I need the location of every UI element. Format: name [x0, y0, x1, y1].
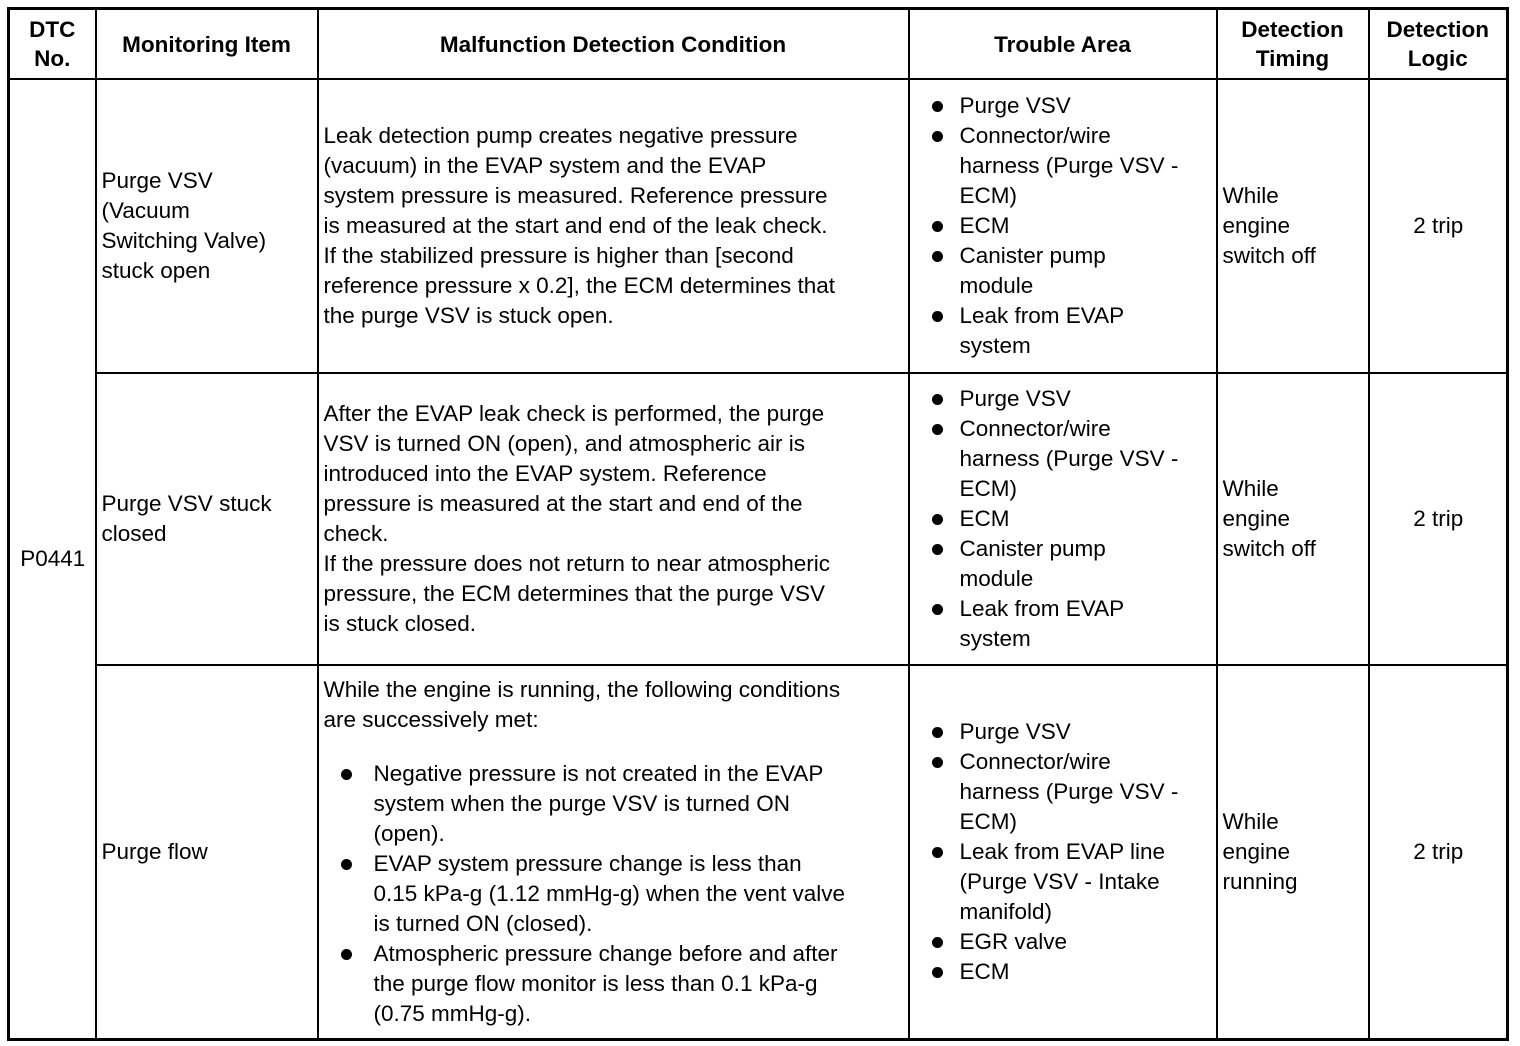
list-item: Leak from EVAP line (Purge VSV - Intake manifold): [910, 837, 1212, 927]
trouble-area-list: [910, 717, 1212, 987]
header-dtc-no: DTC No.: [9, 9, 96, 80]
list-item: Connector/wire harness (Purge VSV - ECM): [910, 121, 1212, 211]
list-item: Connector/wire harness (Purge VSV - ECM): [910, 414, 1212, 504]
trouble-area: [909, 79, 1217, 373]
malfunction-condition: While the engine is running, the following conditions are successively met: Negative pressure is not created in the EVAP system when the purge VSV is turned ON (open). EVAP system pressure change is less than 0.15 kPa-g (1.12 mmHg-g) when the vent valve is turned ON (closed). Atmospheric pressure change before and after the purge flow monitor is less than 0.1 kPa-g (0.75 mmHg-g).: [318, 665, 909, 1039]
detection-logic: 2 trip: [1369, 373, 1508, 665]
trouble-area: [909, 373, 1217, 665]
list-item: Negative pressure is not created in the EVAP system when the purge VSV is turned ON (open).: [324, 759, 904, 849]
list-item: Purge VSV: [910, 91, 1212, 121]
header-detection-logic: Detection Logic: [1369, 9, 1508, 80]
list-item: Leak from EVAP system: [910, 594, 1212, 654]
list-item: Purge VSV: [910, 717, 1212, 747]
header-detection-timing: Detection Timing: [1217, 9, 1369, 80]
list-item: ECM: [910, 504, 1212, 534]
header-trouble-area: Trouble Area: [909, 9, 1217, 80]
detection-logic: 2 trip: [1369, 665, 1508, 1039]
table-row: [9, 79, 1508, 373]
list-item: ECM: [910, 957, 1212, 987]
detection-timing: While engine running: [1217, 665, 1369, 1039]
list-item: Connector/wire harness (Purge VSV - ECM): [910, 747, 1212, 837]
condition-list: [324, 759, 904, 1029]
header-monitoring-item: Monitoring Item: [96, 9, 318, 80]
list-item: Atmospheric pressure change before and after the purge flow monitor is less than 0.1 kPa-g (0.75 mmHg-g).: [324, 939, 904, 1029]
dtc-code: P0441: [9, 79, 96, 1039]
table-row: [9, 665, 1508, 1039]
list-item: ECM: [910, 211, 1212, 241]
monitoring-item: Purge VSV (Vacuum Switching Valve) stuck open: [96, 79, 318, 373]
monitoring-item: Purge flow: [96, 665, 318, 1039]
detection-timing: While engine switch off: [1217, 79, 1369, 373]
header-malfunction-condition: Malfunction Detection Condition: [318, 9, 909, 80]
list-item: Purge VSV: [910, 384, 1212, 414]
detection-logic: 2 trip: [1369, 79, 1508, 373]
list-item: Canister pump module: [910, 241, 1212, 301]
list-item: EGR valve: [910, 927, 1212, 957]
list-item: Canister pump module: [910, 534, 1212, 594]
detection-timing: While engine switch off: [1217, 373, 1369, 665]
trouble-area-list: [910, 91, 1212, 361]
header-row: [9, 9, 1508, 80]
malfunction-condition: Leak detection pump creates negative pressure (vacuum) in the EVAP system and the EVAP system pressure is measured. Reference pressure is measured at the start and end of the leak check. If the stabilized pressure is higher than [second reference pressure x 0.2], the ECM determines that the purge VSV is stuck open.: [318, 79, 909, 373]
list-item: EVAP system pressure change is less than 0.15 kPa-g (1.12 mmHg-g) when the vent valve is turned ON (closed).: [324, 849, 904, 939]
trouble-area: [909, 665, 1217, 1039]
trouble-area-list: [910, 384, 1212, 654]
monitoring-item: Purge VSV stuck closed: [96, 373, 318, 665]
dtc-table: [7, 7, 1509, 1041]
malfunction-condition: After the EVAP leak check is performed, the purge VSV is turned ON (open), and atmospheric air is introduced into the EVAP system. Reference pressure is measured at the start and end of the check. If the pressure does not return to near atmospheric pressure, the ECM determines that the purge VSV is stuck closed.: [318, 373, 909, 665]
table-row: [9, 373, 1508, 665]
list-item: Leak from EVAP system: [910, 301, 1212, 361]
